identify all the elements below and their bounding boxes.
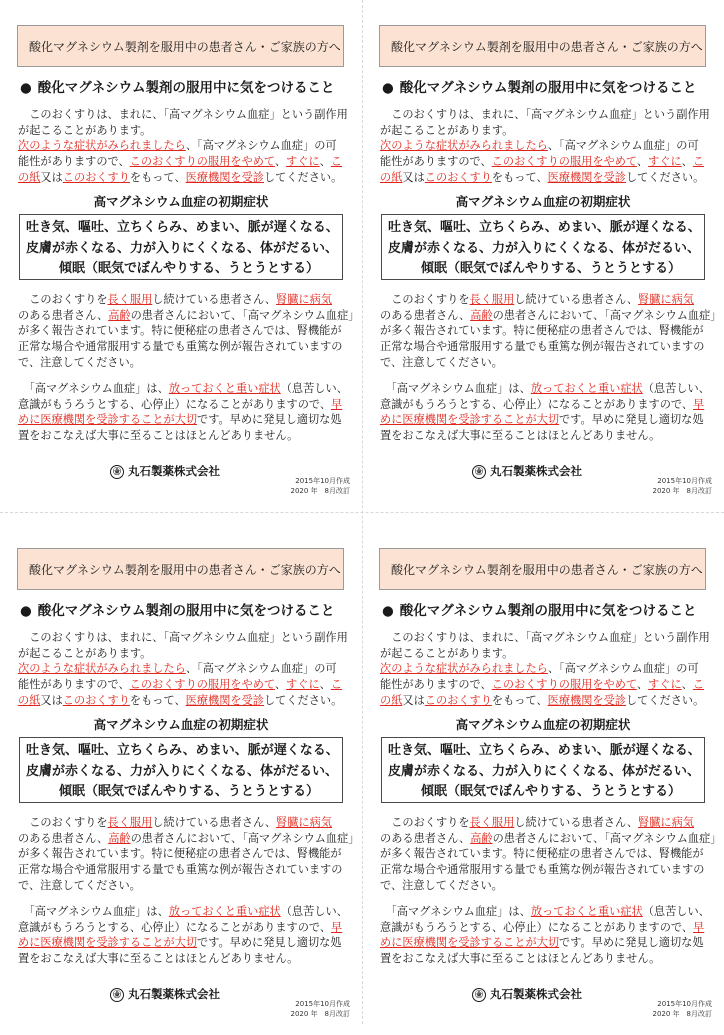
company-text: 丸石製薬株式会社 — [490, 464, 582, 478]
heading-text: 酸化マグネシウム製剤の服用中に気をつけること — [399, 80, 697, 96]
cut-line-horizontal — [0, 512, 724, 513]
text-line: が起こることがあります。 — [18, 123, 152, 137]
patient-leaflet-card — [0, 0, 362, 512]
emphasis-text: こ — [330, 155, 343, 169]
text-line: 意識がもうろうとする、心停止）になることがありますので、早 — [380, 397, 705, 411]
symptom-line: 皮膚が赤くなる、力が入りにくくなる、体がだるい、 — [26, 240, 339, 256]
symptom-line: 傾眠（眠気でぼんやりする、うとうとする） — [59, 261, 320, 276]
symptom-line: 傾眠（眠気でぼんやりする、うとうとする） — [421, 261, 682, 276]
risk-paragraph — [18, 292, 360, 371]
text-line: 正常な場合や通常服用する量でも重篤な例が報告されていますの — [380, 340, 705, 354]
symptom-line: 吐き気、嘔吐、立ちくらみ、めまい、脈が遅くなる、 — [388, 743, 701, 758]
company-text: 丸石製薬株式会社 — [128, 987, 220, 1001]
text-line: めに医療機関を受診することが大切です。早めに発見し適切な処 — [18, 413, 342, 427]
emphasis-text: 医療機関を受診 — [185, 170, 264, 184]
text-line: のある患者さん、高齢の患者さんにおいて、「高マグネシウム血症」 — [380, 308, 722, 322]
emphasis-text: このおくすり — [62, 693, 130, 707]
text-line: 置をおこなえば大事に至ることはほとんどありません。 — [18, 429, 299, 443]
symptoms-title: 高マグネシウム血症の初期症状 — [455, 194, 631, 209]
bullet-icon: ● — [382, 603, 394, 619]
emphasis-text: 医療機関を受診 — [185, 693, 264, 707]
leaflet-header: 酸化マグネシウム製剤を服用中の患者さん・ご家族の方へ — [17, 25, 344, 67]
symptoms-box — [381, 214, 705, 280]
text-line: めに医療機関を受診することが大切です。早めに発見し適切な処 — [380, 413, 704, 427]
emphasis-text: 次のような症状がみられましたら — [380, 139, 548, 153]
emphasis-text: 高齢 — [108, 831, 131, 845]
text-line: めに医療機関を受診することが大切です。早めに発見し適切な処 — [380, 936, 704, 950]
text-line: の紙又はこのおくすりをもって、医療機関を受診してください。 — [380, 170, 705, 184]
emphasis-text: こ — [330, 678, 343, 692]
date-revised: 2020 年 8月改訂 — [290, 486, 350, 495]
symptoms-title: 高マグネシウム血症の初期症状 — [93, 717, 269, 732]
company-logo-icon: ㊎ — [110, 465, 124, 479]
text-line: が多く報告されています。特に便秘症の患者さんでは、腎機能が — [18, 847, 342, 861]
text-line: 置をおこなえば大事に至ることはほとんどありません。 — [18, 952, 299, 966]
warning-paragraph — [380, 381, 708, 444]
symptom-line: 皮膚が赤くなる、力が入りにくくなる、体がだるい、 — [26, 763, 339, 779]
text-line: が多く報告されています。特に便秘症の患者さんでは、腎機能が — [18, 324, 342, 338]
text-line: で、注意してください。 — [18, 878, 141, 892]
text-line: の紙又はこのおくすりをもって、医療機関を受診してください。 — [18, 693, 343, 707]
date-created: 2015年10月作成 — [295, 477, 350, 485]
emphasis-text: 長く服用 — [469, 816, 515, 829]
emphasis-text: めに医療機関を受診することが大切 — [380, 936, 560, 950]
emphasis-text: めに医療機関を受診することが大切 — [18, 413, 198, 427]
bullet-icon: ● — [382, 80, 394, 96]
text-line: このおくすりは、まれに、「高マグネシウム血症」という副作用 — [380, 631, 710, 644]
symptom-line: 吐き気、嘔吐、立ちくらみ、めまい、脈が遅くなる、 — [26, 220, 339, 235]
symptom-line: 傾眠（眠気でぼんやりする、うとうとする） — [59, 784, 320, 799]
emphasis-text: 次のような症状がみられましたら — [18, 139, 186, 153]
text-line: 「高マグネシウム血症」は、放っておくと重い症状（息苦しい、 — [380, 382, 710, 395]
text-line: で、注意してください。 — [380, 355, 503, 369]
emphasis-text: の紙 — [380, 693, 403, 707]
text-line: このおくすりを長く服用し続けている患者さん、腎臓に病気 — [380, 816, 694, 829]
emphasis-text: すぐに — [648, 155, 682, 169]
emphasis-text: 放っておくと重い症状 — [530, 382, 643, 395]
intro-paragraph — [18, 107, 346, 186]
text-line: 正常な場合や通常服用する量でも重篤な例が報告されていますの — [18, 863, 343, 877]
text-line: のある患者さん、高齢の患者さんにおいて、「高マグネシウム血症」 — [18, 308, 360, 322]
date-created: 2015年10月作成 — [295, 1000, 350, 1008]
bullet-icon: ● — [20, 80, 32, 96]
revision-dates — [653, 1000, 713, 1019]
text-line: 次のような症状がみられましたら、「高マグネシウム血症」の可 — [18, 662, 337, 676]
symptom-line: 吐き気、嘔吐、立ちくらみ、めまい、脈が遅くなる、 — [388, 220, 701, 235]
revision-dates — [291, 1000, 351, 1019]
patient-leaflet-card — [362, 0, 724, 512]
patient-leaflet-card — [362, 523, 724, 1035]
warning-paragraph — [380, 904, 708, 967]
company-name — [110, 986, 220, 1002]
risk-paragraph — [380, 292, 722, 371]
text-line: このおくすりを長く服用し続けている患者さん、腎臓に病気 — [18, 816, 332, 829]
text-line: 意識がもうろうとする、心停止）になることがありますので、早 — [18, 397, 343, 411]
company-logo-icon: ㊎ — [110, 988, 124, 1002]
warning-paragraph — [18, 381, 346, 444]
text-line: 正常な場合や通常服用する量でも重篤な例が報告されていますの — [18, 340, 343, 354]
emphasis-text: このおくすりの服用をやめて — [491, 155, 637, 169]
leaflet-header: 酸化マグネシウム製剤を服用中の患者さん・ご家族の方へ — [379, 548, 706, 590]
text-line: 正常な場合や通常服用する量でも重篤な例が報告されていますの — [380, 863, 705, 877]
text-line: が起こることがあります。 — [380, 646, 514, 660]
text-line: 「高マグネシウム血症」は、放っておくと重い症状（息苦しい、 — [18, 905, 348, 918]
leaflet-heading — [20, 601, 350, 621]
text-line: 「高マグネシウム血症」は、放っておくと重い症状（息苦しい、 — [380, 905, 710, 918]
symptoms-title: 高マグネシウム血症の初期症状 — [93, 194, 269, 209]
heading-text: 酸化マグネシウム製剤の服用中に気をつけること — [399, 603, 697, 619]
text-line: 「高マグネシウム血症」は、放っておくと重い症状（息苦しい、 — [18, 382, 348, 395]
company-name — [472, 463, 582, 479]
company-name — [110, 463, 220, 479]
text-line: 次のような症状がみられましたら、「高マグネシウム血症」の可 — [380, 139, 699, 153]
emphasis-text: 医療機関を受診 — [547, 170, 626, 184]
text-line: の紙又はこのおくすりをもって、医療機関を受診してください。 — [18, 170, 343, 184]
text-line: のある患者さん、高齢の患者さんにおいて、「高マグネシウム血症」 — [18, 831, 360, 845]
text-line: が起こることがあります。 — [380, 123, 514, 137]
emphasis-text: すぐに — [648, 678, 682, 692]
emphasis-text: このおくすりの服用をやめて — [491, 678, 637, 692]
emphasis-text: 放っておくと重い症状 — [168, 382, 281, 395]
emphasis-text: このおくすり — [62, 170, 130, 184]
emphasis-text: めに医療機関を受診することが大切 — [18, 936, 198, 950]
bullet-icon: ● — [20, 603, 32, 619]
emphasis-text: 腎臓に病気 — [638, 293, 694, 306]
text-line: 意識がもうろうとする、心停止）になることがありますので、早 — [380, 920, 705, 934]
leaflet-heading — [20, 78, 350, 98]
emphasis-text: の紙 — [18, 693, 41, 707]
company-logo-icon: ㊎ — [472, 465, 486, 479]
emphasis-text: こ — [692, 155, 705, 169]
symptom-line: 傾眠（眠気でぼんやりする、うとうとする） — [421, 784, 682, 799]
text-line: このおくすりは、まれに、「高マグネシウム血症」という副作用 — [18, 108, 348, 121]
emphasis-text: 高齢 — [108, 308, 131, 322]
text-line: が多く報告されています。特に便秘症の患者さんでは、腎機能が — [380, 324, 704, 338]
text-line: 次のような症状がみられましたら、「高マグネシウム血症」の可 — [18, 139, 337, 153]
emphasis-text: 次のような症状がみられましたら — [18, 662, 186, 676]
emphasis-text: こ — [692, 678, 705, 692]
text-line: 能性がありますので、このおくすりの服用をやめて、すぐに、こ — [18, 678, 343, 692]
emphasis-text: 長く服用 — [107, 293, 153, 306]
risk-paragraph — [380, 815, 722, 894]
emphasis-text: このおくすりの服用をやめて — [129, 155, 275, 169]
emphasis-text: すぐに — [286, 678, 320, 692]
text-line: このおくすりを長く服用し続けている患者さん、腎臓に病気 — [18, 293, 332, 306]
intro-paragraph — [380, 107, 708, 186]
text-line: 能性がありますので、このおくすりの服用をやめて、すぐに、こ — [18, 155, 343, 169]
date-revised: 2020 年 8月改訂 — [290, 1009, 350, 1018]
company-text: 丸石製薬株式会社 — [490, 987, 582, 1001]
risk-paragraph — [18, 815, 360, 894]
text-line: 意識がもうろうとする、心停止）になることがありますので、早 — [18, 920, 343, 934]
symptoms-box — [381, 737, 705, 803]
company-logo-icon: ㊎ — [472, 988, 486, 1002]
emphasis-text: 長く服用 — [107, 816, 153, 829]
intro-paragraph — [380, 630, 708, 709]
symptoms-title: 高マグネシウム血症の初期症状 — [455, 717, 631, 732]
revision-dates — [653, 477, 713, 496]
intro-paragraph — [18, 630, 346, 709]
symptoms-box — [19, 737, 343, 803]
text-line: のある患者さん、高齢の患者さんにおいて、「高マグネシウム血症」 — [380, 831, 722, 845]
date-revised: 2020 年 8月改訂 — [652, 1009, 712, 1018]
text-line: の紙又はこのおくすりをもって、医療機関を受診してください。 — [380, 693, 705, 707]
patient-leaflet-card — [0, 523, 362, 1035]
emphasis-text: 次のような症状がみられましたら — [380, 662, 548, 676]
date-created: 2015年10月作成 — [657, 477, 712, 485]
leaflet-header: 酸化マグネシウム製剤を服用中の患者さん・ご家族の方へ — [379, 25, 706, 67]
revision-dates — [291, 477, 351, 496]
emphasis-text: 長く服用 — [469, 293, 515, 306]
emphasis-text: 早 — [693, 397, 705, 411]
emphasis-text: 早 — [331, 920, 343, 934]
emphasis-text: の紙 — [380, 170, 403, 184]
emphasis-text: 腎臓に病気 — [276, 816, 332, 829]
emphasis-text: このおくすり — [424, 170, 492, 184]
emphasis-text: 早 — [693, 920, 705, 934]
text-line: 能性がありますので、このおくすりの服用をやめて、すぐに、こ — [380, 155, 705, 169]
emphasis-text: 放っておくと重い症状 — [168, 905, 281, 918]
symptom-line: 吐き気、嘔吐、立ちくらみ、めまい、脈が遅くなる、 — [26, 743, 339, 758]
text-line: 置をおこなえば大事に至ることはほとんどありません。 — [380, 952, 661, 966]
text-line: が起こることがあります。 — [18, 646, 152, 660]
symptom-line: 皮膚が赤くなる、力が入りにくくなる、体がだるい、 — [388, 763, 701, 779]
emphasis-text: このおくすり — [424, 693, 492, 707]
emphasis-text: 早 — [331, 397, 343, 411]
company-name — [472, 986, 582, 1002]
leaflet-header: 酸化マグネシウム製剤を服用中の患者さん・ご家族の方へ — [17, 548, 344, 590]
text-line: で、注意してください。 — [380, 878, 503, 892]
emphasis-text: 腎臓に病気 — [276, 293, 332, 306]
company-text: 丸石製薬株式会社 — [128, 464, 220, 478]
emphasis-text: このおくすりの服用をやめて — [129, 678, 275, 692]
leaflet-heading — [382, 601, 712, 621]
text-line: 置をおこなえば大事に至ることはほとんどありません。 — [380, 429, 661, 443]
emphasis-text: 放っておくと重い症状 — [530, 905, 643, 918]
leaflet-heading — [382, 78, 712, 98]
text-line: 次のような症状がみられましたら、「高マグネシウム血症」の可 — [380, 662, 699, 676]
emphasis-text: めに医療機関を受診することが大切 — [380, 413, 560, 427]
warning-paragraph — [18, 904, 346, 967]
text-line: めに医療機関を受診することが大切です。早めに発見し適切な処 — [18, 936, 342, 950]
text-line: が多く報告されています。特に便秘症の患者さんでは、腎機能が — [380, 847, 704, 861]
date-created: 2015年10月作成 — [657, 1000, 712, 1008]
date-revised: 2020 年 8月改訂 — [652, 486, 712, 495]
symptoms-box — [19, 214, 343, 280]
heading-text: 酸化マグネシウム製剤の服用中に気をつけること — [37, 80, 335, 96]
emphasis-text: 腎臓に病気 — [638, 816, 694, 829]
text-line: このおくすりを長く服用し続けている患者さん、腎臓に病気 — [380, 293, 694, 306]
text-line: このおくすりは、まれに、「高マグネシウム血症」という副作用 — [380, 108, 710, 121]
text-line: 能性がありますので、このおくすりの服用をやめて、すぐに、こ — [380, 678, 705, 692]
emphasis-text: 高齢 — [470, 308, 493, 322]
emphasis-text: すぐに — [286, 155, 320, 169]
heading-text: 酸化マグネシウム製剤の服用中に気をつけること — [37, 603, 335, 619]
symptom-line: 皮膚が赤くなる、力が入りにくくなる、体がだるい、 — [388, 240, 701, 256]
emphasis-text: 医療機関を受診 — [547, 693, 626, 707]
emphasis-text: の紙 — [18, 170, 41, 184]
emphasis-text: 高齢 — [470, 831, 493, 845]
text-line: で、注意してください。 — [18, 355, 141, 369]
text-line: このおくすりは、まれに、「高マグネシウム血症」という副作用 — [18, 631, 348, 644]
